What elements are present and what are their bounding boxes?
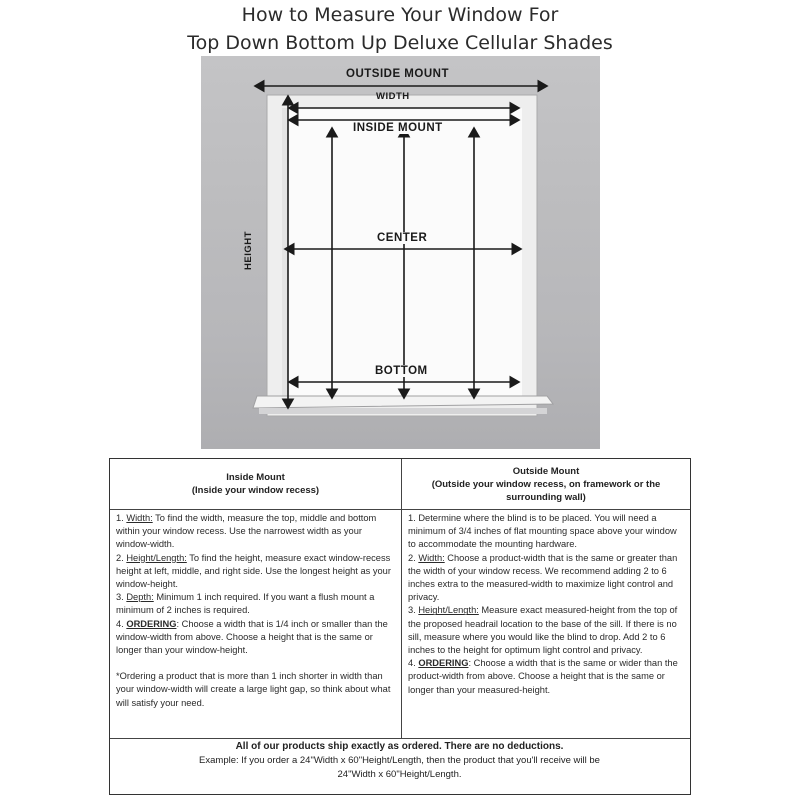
page-title-line-2: Top Down Bottom Up Deluxe Cellular Shades [187, 32, 613, 54]
window-illustration [201, 56, 600, 449]
window-glass [282, 108, 522, 397]
shipping-note-example-size: 24"Width x 60"Height/Length. [337, 769, 462, 780]
center-label: CENTER [373, 232, 431, 244]
inside-mount-note: *Ordering a product that is more than 1 inch shorter in width than your window-width will create a large light gap, so think about what will satisfy your need. [116, 671, 391, 708]
outside-step-3: 3. Height/Length: Measure exact measured-height from the top of the proposed headrail location to the base of the sill. If there is no sill, measure where you would like the blind to drop. Add 2 to 6 inches to the height for optimum light control and privacy. [408, 605, 678, 656]
inside-step-4: 4. ORDERING: Choose a width that is 1/4 inch or smaller than the window-width from above. Choose a height that is the same or longer than your window-height. [116, 618, 388, 656]
shipping-note-example: Example: If you order a 24"Width x 60"Height/Length, then the product that you'll receive will be [199, 755, 600, 766]
outside-step-1: 1. Determine where the blind is to be placed. You will need a minimum of 3/4 inches of flat mounting space above your window to accommodate the mounting hardware. [408, 513, 677, 550]
outside-mount-title: Outside Mount [512, 465, 580, 477]
inside-mount-label: INSIDE MOUNT [349, 122, 447, 134]
outside-step-2: 2. Width: Choose a product-width that is the same or greater than the width of your window recess. We recommend adding 2 to 6 inches extra to the measured-width to maximize light control and privacy. [408, 552, 678, 603]
outside-step-4: 4. ORDERING: Choose a width that is the same or wider than the product-width from above. Choose a height that is the same or longer than your measured-height. [408, 658, 678, 695]
width-label: WIDTH [376, 91, 410, 102]
inside-mount-subtitle: (Inside your window recess) [191, 485, 320, 496]
page-title-line-1: How to Measure Your Window For [241, 4, 559, 26]
outside-mount-label: OUTSIDE MOUNT [343, 68, 452, 80]
outside-mount-steps [408, 512, 686, 697]
inside-mount-header [110, 459, 401, 509]
shipping-note-headline: All of our products ship exactly as ordered. There are no deductions. [235, 741, 564, 752]
measuring-instructions-table [109, 458, 691, 795]
outside-mount-subtitle: (Outside your window recess, on framework or the surrounding wall) [431, 478, 661, 503]
inside-mount-title: Inside Mount [226, 472, 285, 483]
bottom-label: BOTTOM [371, 365, 432, 377]
outside-mount-header [402, 459, 690, 509]
window-diagram [201, 56, 600, 449]
inside-step-1: 1. Width: To find the width, measure the top, middle and bottom within your window recess. Use the narrowest width as your window-width. [116, 513, 377, 550]
inside-step-2: 2. Height/Length: To find the height, measure exact window-recess height at left, middle, and right side. Use the longest height as your window-height. [116, 552, 391, 590]
inside-step-3: 3. Depth: Minimum 1 inch required. If you want a flush mount a minimum of 2 inches is required. [116, 592, 375, 616]
shipping-note [110, 740, 689, 782]
inside-mount-steps [116, 512, 396, 710]
height-label: HEIGHT [243, 231, 254, 270]
